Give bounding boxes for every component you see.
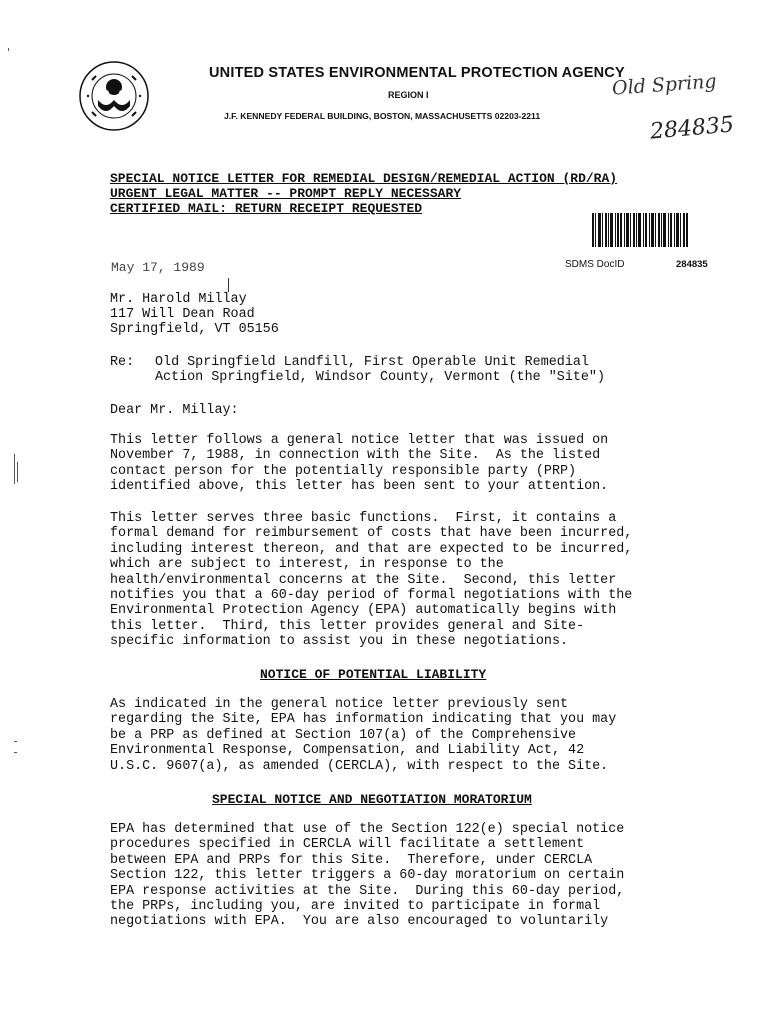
agency-region: REGION I — [388, 90, 429, 100]
re-line-1: Old Springfield Landfill, First Operable Unit Remedial — [155, 355, 589, 370]
recipient-city: Springfield, VT 05156 — [110, 322, 279, 337]
scan-mark — [14, 454, 15, 484]
scan-mark — [17, 462, 18, 482]
recipient-street: 117 Will Dean Road — [110, 307, 255, 322]
section-title-moratorium: SPECIAL NOTICE AND NEGOTIATION MORATORIUM — [212, 792, 532, 807]
heading-certified-mail: CERTIFIED MAIL: RETURN RECEIPT REQUESTED — [110, 201, 423, 216]
sdms-docid-value: 284835 — [676, 259, 708, 270]
letter-date: May 17, 1989 — [111, 260, 205, 275]
letter-headings — [110, 171, 617, 216]
agency-address: J.F. KENNEDY FEDERAL BUILDING, BOSTON, MASSACHUSETTS 02203-2211 — [224, 111, 541, 121]
scan-mark — [14, 741, 17, 742]
handwritten-note: Old Spring — [611, 70, 718, 100]
sdms-docid-label: SDMS DocID — [565, 259, 625, 270]
heading-special-notice: SPECIAL NOTICE LETTER FOR REMEDIAL DESIGN/REMEDIAL ACTION (RD/RA) — [110, 171, 618, 186]
barcode-icon — [592, 213, 688, 247]
scan-mark — [14, 752, 17, 753]
paragraph-general-notice: This letter follows a general notice letter that was issued on November 7, 1988, in connection with the Site. As the listed contact person for the potentially responsible party (PRP) identified above, this letter has been sent to your attention. — [110, 433, 609, 495]
pen-mark — [228, 278, 229, 292]
re-line-2: Action Springfield, Windsor County, Vermont (the "Site") — [155, 370, 605, 385]
handwritten-number: 284835 — [649, 112, 735, 145]
paragraph-moratorium: EPA has determined that use of the Section 122(e) special notice procedures specified in CERCLA will facilitate a settlement between EPA and PRPs for this Site. Therefore, under CERCLA Section 122, this letter triggers a 60-day moratorium on certain EPA response activities at the Site. During this 60-day period, the PRPs, including you, are invited to participate in formal negotiations with EPA. You are also encouraged to voluntarily — [110, 822, 625, 930]
agency-name: UNITED STATES ENVIRONMENTAL PROTECTION AGENCY — [209, 65, 625, 81]
salutation: Dear Mr. Millay: — [110, 403, 239, 418]
paragraph-liability: As indicated in the general notice letter previously sent regarding the Site, EPA has information indicating that you may be a PRP as defined at Section 107(a) of the Comprehensive Environmental Response, Compensation, and Liability Act, 42 U.S.C. 9607(a), as amended (CERCLA), with respect to the Site. — [110, 697, 617, 774]
paragraph-three-functions: This letter serves three basic functions. First, it contains a formal demand for reimbursement of costs that have been incurred, including interest thereon, and that are expected to be incurred, which are subject to interest, in response to the health/environmental concerns at the Site. Second, this letter notifies you that a 60-day period of formal negotiations with the Environmental Protection Agency (EPA) automatically begins with this letter. Third, this letter provides general and Site- specific information to assist you in these negotiations. — [110, 511, 633, 650]
scan-mark — [8, 48, 9, 51]
heading-urgent: URGENT LEGAL MATTER -- PROMPT REPLY NECESSARY — [110, 186, 462, 201]
epa-seal-icon — [78, 60, 150, 132]
section-title-liability: NOTICE OF POTENTIAL LIABILITY — [260, 667, 487, 682]
recipient-name: Mr. Harold Millay — [110, 292, 247, 307]
re-label: Re: — [110, 355, 135, 370]
